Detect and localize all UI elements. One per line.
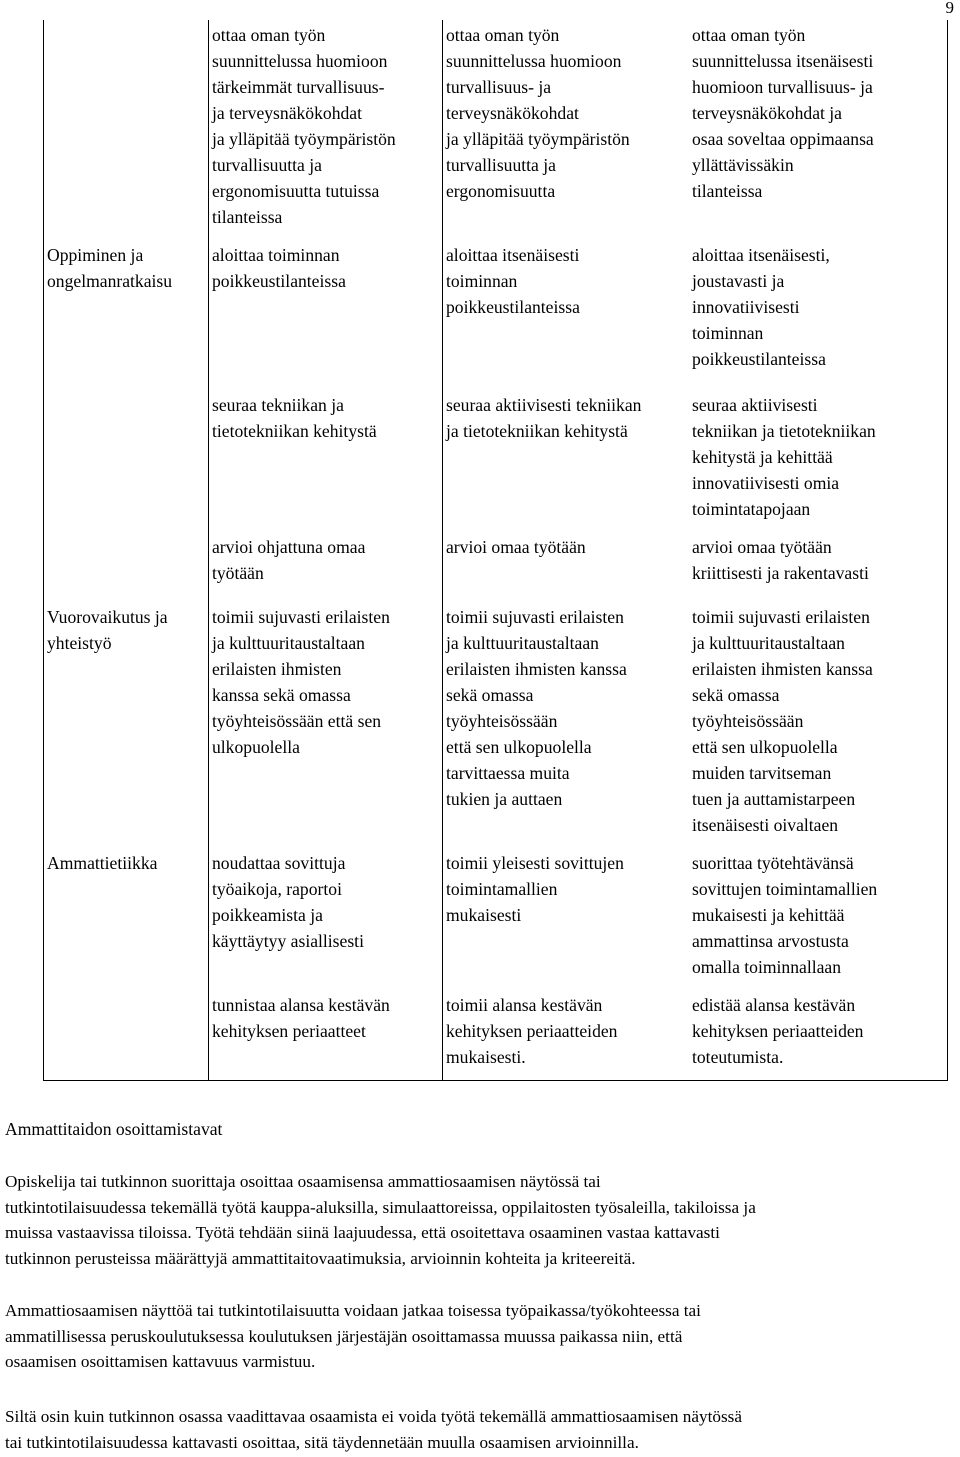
criterion-line: edistää alansa kestävän (692, 995, 856, 1015)
criterion-line: seuraa tekniikan ja (212, 395, 344, 415)
criterion-line: että sen ulkopuolella (692, 737, 838, 757)
level-2-cell (443, 848, 690, 990)
level-2-cell (443, 20, 690, 240)
criterion-line: aloittaa itsenäisesti, (692, 245, 830, 265)
table-row (44, 532, 948, 602)
level-2-cell (443, 390, 690, 532)
criterion-line: että sen ulkopuolella (446, 737, 592, 757)
criterion-line: poikkeustilanteissa (446, 297, 580, 317)
competence-area-cell (44, 848, 209, 990)
criterion-line: ottaa oman työn (692, 25, 806, 45)
criterion-line: erilaisten ihmisten kanssa (446, 659, 627, 679)
level-3-cell (689, 532, 948, 602)
criterion-line: toiminnan (446, 271, 518, 291)
criterion-line: toimii alansa kestävän (446, 995, 603, 1015)
criterion-line: työaikoja, raportoi (212, 879, 342, 899)
criterion-line: ja kulttuuritaustaltaan (212, 633, 365, 653)
level-2-cell (443, 240, 690, 390)
paragraph-1 (5, 1169, 955, 1271)
criterion-line: työyhteisössään (446, 711, 558, 731)
criterion-line: innovatiivisesti (692, 297, 800, 317)
criterion-line: ja terveysnäkökohdat (212, 103, 362, 123)
criterion-line: mukaisesti (446, 905, 522, 925)
criterion-line: tärkeimmät turvallisuus- (212, 77, 385, 97)
criterion-line: muiden tarvitseman (692, 763, 832, 783)
criterion-line: käyttäytyy asiallisesti (212, 931, 364, 951)
criterion-line: ja tietotekniikan kehitystä (446, 421, 628, 441)
criterion-line: toimintamallien (446, 879, 558, 899)
criteria-table (43, 20, 948, 1081)
paragraph-2 (5, 1298, 955, 1375)
criterion-line: aloittaa toiminnan (212, 245, 340, 265)
table-row (44, 240, 948, 390)
level-1-cell (209, 602, 443, 848)
criterion-line: toimii yleisesti sovittujen (446, 853, 624, 873)
criterion-line: seuraa aktiivisesti (692, 395, 818, 415)
criterion-line: toimii sujuvasti erilaisten (446, 607, 624, 627)
criterion-line: terveysnäkökohdat (446, 103, 579, 123)
criterion-line: kehityksen periaatteiden (692, 1021, 864, 1041)
criterion-line: ammattinsa arvostusta (692, 931, 849, 951)
criterion-line: osaa soveltaa oppimaansa (692, 129, 874, 149)
criterion-line: sekä omassa (692, 685, 780, 705)
paragraph-line: tai tutkintotilaisuudessa kattavasti osoittaa, sitä täydennetään muulla osaamisen arvioinnilla. (5, 1432, 639, 1452)
competence-area-label: Vuorovaikutus ja (47, 607, 168, 627)
criterion-line: seuraa aktiivisesti tekniikan (446, 395, 642, 415)
criterion-line: sekä omassa (446, 685, 534, 705)
criterion-line: ja ylläpitää työympäristön (212, 129, 396, 149)
paragraph-line: muissa vastaavissa tiloissa. Työtä tehdään siinä laajuudessa, että osoitettava osaaminen vastaa kattavasti (5, 1223, 720, 1243)
table-row (44, 20, 948, 240)
criterion-line: toiminnan (692, 323, 764, 343)
criterion-line: toteutumista. (692, 1047, 784, 1067)
criterion-line: erilaisten ihmisten kanssa (692, 659, 873, 679)
criterion-line: toimii sujuvasti erilaisten (692, 607, 870, 627)
table-row (44, 390, 948, 532)
section-heading: Ammattitaidon osoittamistavat (5, 1119, 223, 1139)
criterion-line: tunnistaa alansa kestävän (212, 995, 390, 1015)
paragraph-line: Siltä osin kuin tutkinnon osassa vaadittavaa osaamista ei voida työtä tekemällä ammattiosaamisen näytössä (5, 1407, 742, 1426)
criterion-line: tarvittaessa muita (446, 763, 570, 783)
paragraph-line: osaamisen osoittamisen kattavuus varmistuu. (5, 1352, 316, 1372)
level-2-cell (443, 990, 690, 1081)
criterion-line: ja ylläpitää työympäristön (446, 129, 630, 149)
criterion-line: suunnittelussa itsenäisesti (692, 51, 874, 71)
table-row (44, 602, 948, 848)
criterion-line: noudattaa sovittuja (212, 853, 346, 873)
criterion-line: kehitystä ja kehittää (692, 447, 833, 467)
paragraph-3 (5, 1404, 955, 1455)
criterion-line: tekniikan ja tietotekniikan (692, 421, 876, 441)
criterion-line: mukaisesti ja kehittää (692, 905, 845, 925)
criterion-line: poikkeustilanteissa (692, 349, 826, 369)
criterion-line: mukaisesti. (446, 1047, 526, 1067)
criterion-line: tilanteissa (692, 181, 763, 201)
criterion-line: aloittaa itsenäisesti (446, 245, 580, 265)
criterion-line: tilanteissa (212, 207, 283, 227)
criterion-line: suunnittelussa huomioon (446, 51, 622, 71)
criterion-line: poikkeamista ja (212, 905, 323, 925)
criterion-line: arvioi omaa työtään (446, 537, 586, 557)
level-1-cell (209, 990, 443, 1081)
paragraph-line: Opiskelija tai tutkinnon suorittaja osoittaa osaamisensa ammattiosaamisen näytössä tai (5, 1172, 601, 1191)
level-2-cell (443, 602, 690, 848)
criterion-line: arvioi omaa työtään (692, 537, 832, 557)
level-1-cell (209, 390, 443, 532)
criterion-line: toimintatapojaan (692, 499, 811, 519)
level-3-cell (689, 602, 948, 848)
criterion-line: turvallisuutta ja (212, 155, 322, 175)
competence-area-label: ongelmanratkaisu (47, 271, 173, 291)
criterion-line: ottaa oman työn (446, 25, 560, 45)
criterion-line: yllättävissäkin (692, 155, 794, 175)
competence-area-label: yhteistyö (47, 633, 112, 653)
competence-area-cell (44, 990, 209, 1081)
competence-area-cell (44, 390, 209, 532)
level-3-cell (689, 20, 948, 240)
paragraph-line: tutkinnon perusteissa määrättyjä ammattitaitovaatimuksia, arvioinnin kohteita ja kriteereitä. (5, 1248, 636, 1268)
criterion-line: ulkopuolella (212, 737, 300, 757)
criterion-line: kriittisesti ja rakentavasti (692, 563, 869, 583)
criterion-line: suunnittelussa huomioon (212, 51, 388, 71)
competence-area-cell (44, 20, 209, 240)
paragraph-line: tutkintotilaisuudessa tekemällä työtä kauppa-aluksilla, simulaattoreissa, oppilaitosten työsaleilla, takiloissa ja (5, 1197, 756, 1217)
level-1-cell (209, 848, 443, 990)
criterion-line: huomioon turvallisuus- ja (692, 77, 873, 97)
table-row (44, 848, 948, 990)
criterion-line: kehityksen periaatteet (212, 1021, 366, 1041)
level-3-cell (689, 390, 948, 532)
criterion-line: turvallisuutta ja (446, 155, 556, 175)
criterion-line: toimii sujuvasti erilaisten (212, 607, 390, 627)
criterion-line: terveysnäkökohdat ja (692, 103, 842, 123)
level-1-cell (209, 20, 443, 240)
criterion-line: innovatiivisesti omia (692, 473, 840, 493)
criterion-line: suorittaa työtehtävänsä (692, 853, 854, 873)
criterion-line: kanssa sekä omassa (212, 685, 351, 705)
page-number: 9 (945, 0, 954, 17)
criterion-line: itsenäisesti oivaltaen (692, 815, 839, 835)
criterion-line: ja kulttuuritaustaltaan (446, 633, 599, 653)
criterion-line: ja kulttuuritaustaltaan (692, 633, 845, 653)
competence-area-cell (44, 532, 209, 602)
table-row (44, 990, 948, 1081)
criterion-line: arvioi ohjattuna omaa (212, 537, 366, 557)
criterion-line: kehityksen periaatteiden (446, 1021, 618, 1041)
criterion-line: työyhteisössään että sen (212, 711, 382, 731)
criterion-line: tuen ja auttamistarpeen (692, 789, 856, 809)
criterion-line: omalla toiminnallaan (692, 957, 842, 977)
criterion-line: turvallisuus- ja (446, 77, 552, 97)
criterion-line: ottaa oman työn (212, 25, 326, 45)
competence-area-cell (44, 602, 209, 848)
criterion-line: joustavasti ja (692, 271, 785, 291)
level-3-cell (689, 848, 948, 990)
criterion-line: poikkeustilanteissa (212, 271, 346, 291)
criterion-line: tietotekniikan kehitystä (212, 421, 377, 441)
level-1-cell (209, 532, 443, 602)
competence-area-cell (44, 240, 209, 390)
criterion-line: erilaisten ihmisten (212, 659, 342, 679)
competence-area-label: Ammattietiikka (47, 853, 158, 873)
competence-area-label: Oppiminen ja (47, 245, 144, 265)
level-3-cell (689, 990, 948, 1081)
level-2-cell (443, 532, 690, 602)
criterion-line: sovittujen toimintamallien (692, 879, 878, 899)
criterion-line: työtään (212, 563, 264, 583)
criterion-line: ergonomisuutta tutuissa (212, 181, 380, 201)
criterion-line: työyhteisössään (692, 711, 804, 731)
level-3-cell (689, 240, 948, 390)
criterion-line: ergonomisuutta (446, 181, 556, 201)
paragraph-line: ammatillisessa peruskoulutuksessa koulutuksen järjestäjän osoittamassa muussa paikassa niin, että (5, 1326, 683, 1346)
criterion-line: tukien ja auttaen (446, 789, 563, 809)
level-1-cell (209, 240, 443, 390)
paragraph-line: Ammattiosaamisen näyttöä tai tutkintotilaisuutta voidaan jatkaa toisessa työpaikassa/työkohteessa tai (5, 1301, 701, 1320)
